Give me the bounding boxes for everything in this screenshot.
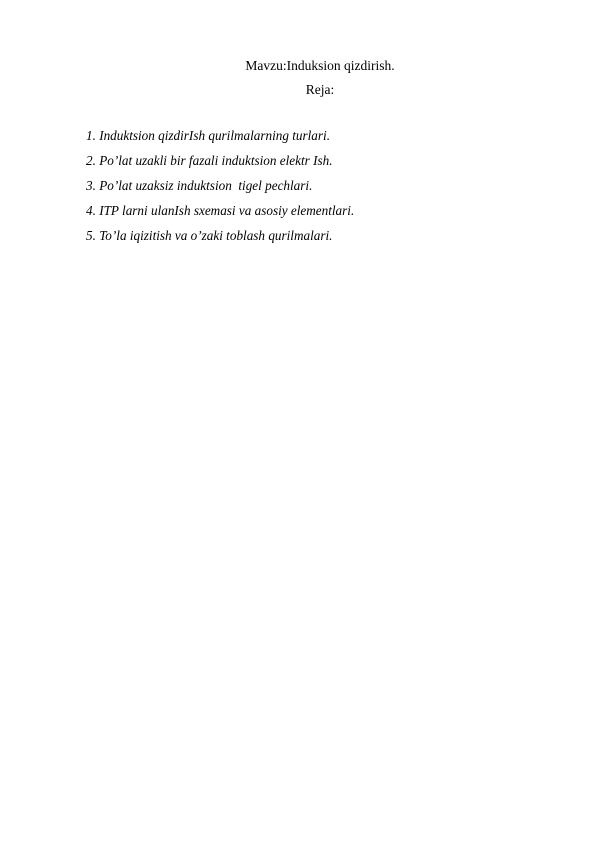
plan-item: 2. Po’lat uzakli bir fazali induktsion elektr Ish. bbox=[86, 153, 333, 168]
document-title: Mavzu:Induksion qizdirish. bbox=[245, 58, 395, 73]
plan-item: 1. Induktsion qizdirIsh qurilmalarning turlari. bbox=[86, 128, 330, 143]
plan-list bbox=[86, 127, 354, 252]
plan-item: 3. Po’lat uzaksiz induktsion tigel pechlari. bbox=[86, 178, 313, 193]
plan-item: 5. To’la iqizitish va o’zaki toblash qurilmalari. bbox=[86, 228, 333, 243]
plan-heading: Reja: bbox=[305, 82, 335, 97]
plan-item: 4. ITP larni ulanIsh sxemasi va asosiy elementlari. bbox=[86, 203, 355, 218]
